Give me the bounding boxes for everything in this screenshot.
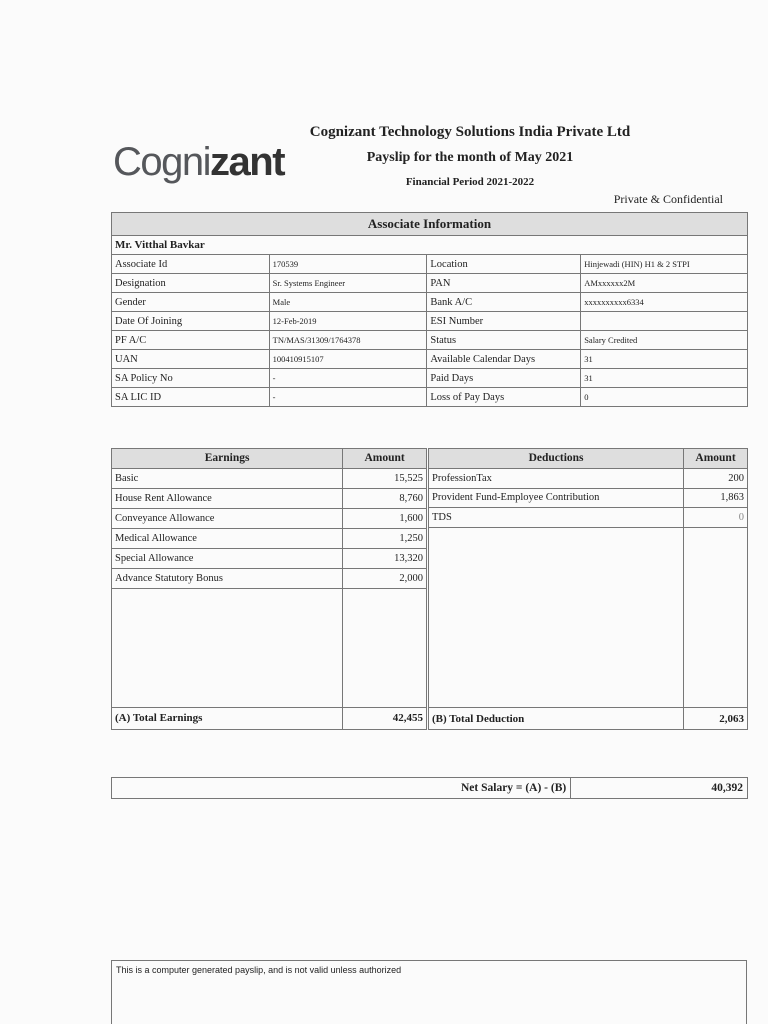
associate-info-title: Associate Information [112,213,748,236]
info-row [112,255,748,274]
earnings-total-row [112,707,427,729]
info-label: Bank A/C [427,293,581,312]
deduction-amount: 0 [684,508,748,528]
earning-row [112,528,427,548]
info-value: 12-Feb-2019 [269,312,427,331]
deduction-row [429,508,748,528]
info-value: 31 [581,369,748,388]
info-value: Sr. Systems Engineer [269,274,427,293]
info-value: 100410915107 [269,350,427,369]
info-row [112,350,748,369]
company-logo: Cognizant [113,140,285,184]
info-value: Hinjewadi (HIN) H1 & 2 STPI [581,255,748,274]
earnings-header: Earnings [112,449,343,469]
info-label: Status [427,331,581,350]
info-label: ESI Number [427,312,581,331]
info-row [112,293,748,312]
deductions-header: Deductions [429,449,684,469]
info-value: AMxxxxxx2M [581,274,748,293]
earning-row [112,548,427,568]
info-label: Date Of Joining [112,312,270,331]
info-label: PF A/C [112,331,270,350]
info-row [112,274,748,293]
deductions-total-row [429,708,748,730]
earning-amount: 2,000 [343,568,427,588]
info-row [112,312,748,331]
deduction-row [429,468,748,488]
earnings-amount-header: Amount [343,449,427,469]
info-value: Male [269,293,427,312]
info-label: Paid Days [427,369,581,388]
info-label: Associate Id [112,255,270,274]
earning-name: Basic [112,468,343,488]
deduction-name: Provident Fund-Employee Contribution [429,488,684,508]
footer-note: This is a computer generated payslip, and is not valid unless authorized [116,965,402,975]
deduction-row [429,488,748,508]
total-earnings-label: (A) Total Earnings [112,707,343,729]
earnings-table [111,448,427,730]
associate-name: Mr. Vitthal Bavkar [112,236,748,255]
info-label: Designation [112,274,270,293]
earning-name: Medical Allowance [112,528,343,548]
info-label: UAN [112,350,270,369]
info-label: SA LIC ID [112,388,270,407]
earning-name: Conveyance Allowance [112,508,343,528]
earning-amount: 15,525 [343,468,427,488]
info-value: - [269,388,427,407]
earning-row [112,508,427,528]
footer-note-box [111,960,747,1024]
associate-info-table [111,212,748,407]
deduction-name: TDS [429,508,684,528]
info-label: SA Policy No [112,369,270,388]
earning-row [112,468,427,488]
info-value: 170539 [269,255,427,274]
info-label: Location [427,255,581,274]
confidential-label: Private & Confidential [613,192,723,206]
earning-amount: 8,760 [343,488,427,508]
deductions-table [428,448,748,730]
earning-name: Advance Statutory Bonus [112,568,343,588]
info-value: 0 [581,388,748,407]
info-row [112,331,748,350]
net-salary-amount: 40,392 [571,778,748,799]
info-label: PAN [427,274,581,293]
deductions-amount-header: Amount [684,449,748,469]
earning-amount: 13,320 [343,548,427,568]
earning-name: Special Allowance [112,548,343,568]
total-deduction-amount: 2,063 [684,708,748,730]
info-value: TN/MAS/31309/1764378 [269,331,427,350]
deduction-name: ProfessionTax [429,468,684,488]
info-value: xxxxxxxxxx6334 [581,293,748,312]
info-row [112,369,748,388]
info-value: Salary Credited [581,331,748,350]
company-name: Cognizant Technology Solutions India Private Ltd [309,124,631,140]
deduction-amount: 1,863 [684,488,748,508]
info-value [581,312,748,331]
earning-name: House Rent Allowance [112,488,343,508]
info-label: Gender [112,293,270,312]
earning-row [112,488,427,508]
earning-amount: 1,600 [343,508,427,528]
total-earnings-amount: 42,455 [343,707,427,729]
info-row [112,388,748,407]
info-value: 31 [581,350,748,369]
total-deduction-label: (B) Total Deduction [429,708,684,730]
net-salary-table [111,777,748,799]
info-label: Available Calendar Days [427,350,581,369]
info-label: Loss of Pay Days [427,388,581,407]
deduction-amount: 200 [684,468,748,488]
info-value: - [269,369,427,388]
earning-amount: 1,250 [343,528,427,548]
net-salary-label: Net Salary = (A) - (B) [112,778,571,799]
earning-row [112,568,427,588]
financial-period: Financial Period 2021-2022 [405,176,535,188]
payslip-title: Payslip for the month of May 2021 [366,150,574,165]
